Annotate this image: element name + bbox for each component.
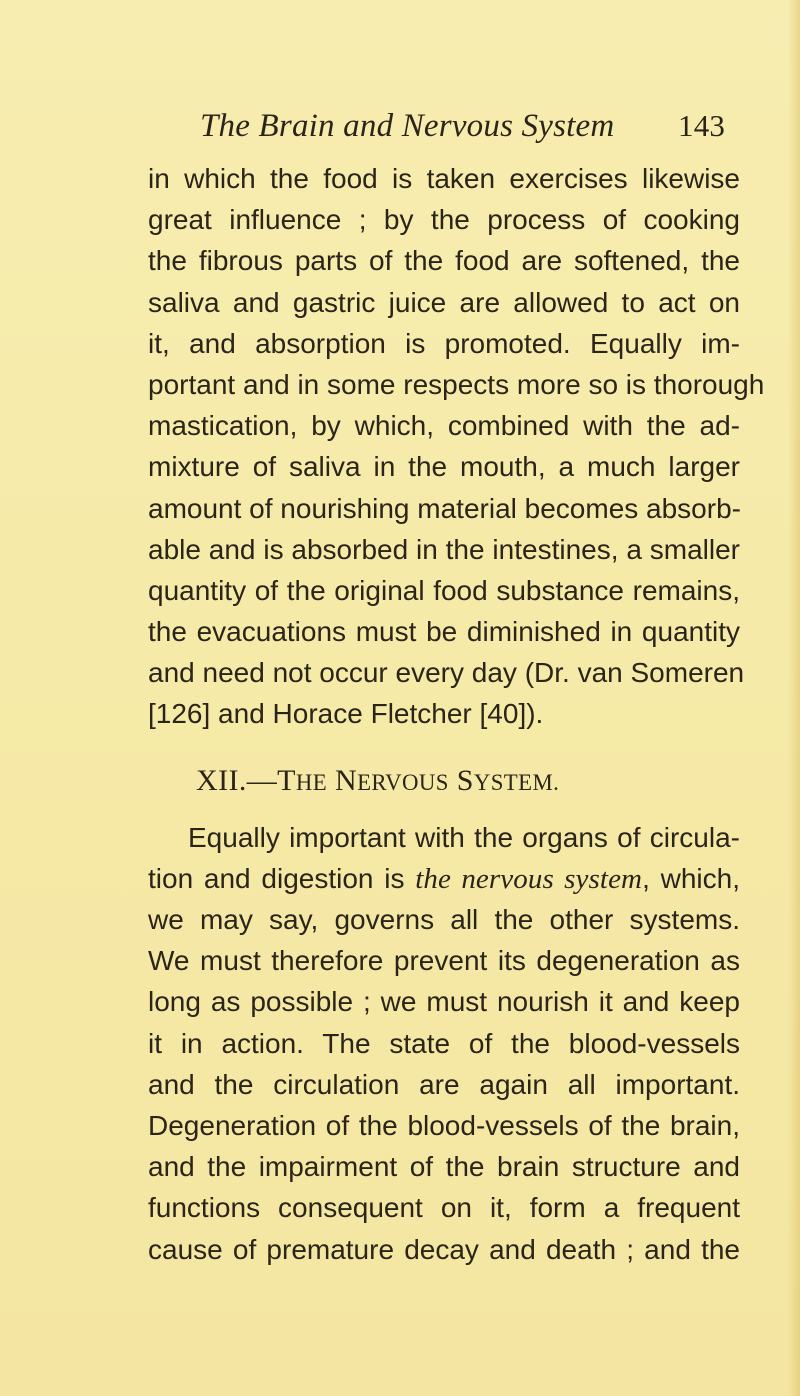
paragraph-continuation <box>148 158 765 735</box>
text-line: portant and in some respects more so is thorough <box>148 368 765 400</box>
page-text <box>148 158 765 1270</box>
section-number: XII.— <box>196 763 278 797</box>
text-line: mastication, by which, combined with the ad- <box>148 410 740 442</box>
text-line: Equally important with the organs of circula- <box>188 821 740 853</box>
text-line: the evacuations must be diminished in quantity <box>148 616 740 648</box>
text-line: mixture of saliva in the mouth, a much larger <box>148 451 740 483</box>
text-line: [126] and Horace Fletcher [40]). <box>148 698 544 730</box>
text-segment: , which, <box>642 862 741 894</box>
text-line-with-italic <box>148 858 740 899</box>
heading-small-caps: ERVOUS <box>357 769 449 795</box>
text-line: We must therefore prevent its degeneration as <box>148 945 740 977</box>
heading-initial: N <box>335 763 358 797</box>
section-paragraph <box>148 817 740 1270</box>
text-line: in which the food is taken exercises likewise <box>148 163 740 194</box>
text-line: the fibrous parts of the food are softened, the <box>148 245 740 277</box>
text-line: it, and absorption is promoted. Equally im- <box>148 327 740 359</box>
page-edge-shadow <box>788 0 800 1396</box>
text-line: saliva and gastric juice are allowed to act on <box>148 286 740 318</box>
heading-initial: T <box>277 763 296 797</box>
text-line: and the impairment of the brain structure and <box>148 1151 740 1183</box>
text-line: Degeneration of the blood-vessels of the brain, <box>148 1109 740 1141</box>
text-line: cause of premature decay and death ; and the <box>148 1233 740 1265</box>
page-number: 143 <box>678 108 726 143</box>
running-head-title: The Brain and Nervous System <box>200 108 615 144</box>
text-line: we may say, governs all the other systems. <box>148 904 740 935</box>
text-segment: tion and digestion is <box>148 862 416 894</box>
heading-small-caps: HE <box>295 769 328 795</box>
heading-initial: S <box>456 763 474 797</box>
heading-small-caps: YSTEM. <box>473 769 560 795</box>
italic-term: the nervous system <box>415 862 643 895</box>
text-line: functions consequent on it, form a frequent <box>148 1192 740 1224</box>
section-heading <box>148 735 740 817</box>
text-line: quantity of the original food substance remains, <box>148 574 740 606</box>
running-head <box>200 104 740 148</box>
text-line: amount of nourishing material becomes absorb- <box>148 492 741 524</box>
text-line: great influence ; by the process of cooking <box>148 204 740 236</box>
text-line: able and is absorbed in the intestines, a smaller <box>148 533 740 565</box>
text-line: it in action. The state of the blood-vessels <box>148 1027 740 1059</box>
text-line: and need not occur every day (Dr. van Someren <box>148 657 745 689</box>
text-line: long as possible ; we must nourish it and keep <box>148 986 740 1018</box>
text-line: and the circulation are again all important. <box>148 1068 740 1100</box>
